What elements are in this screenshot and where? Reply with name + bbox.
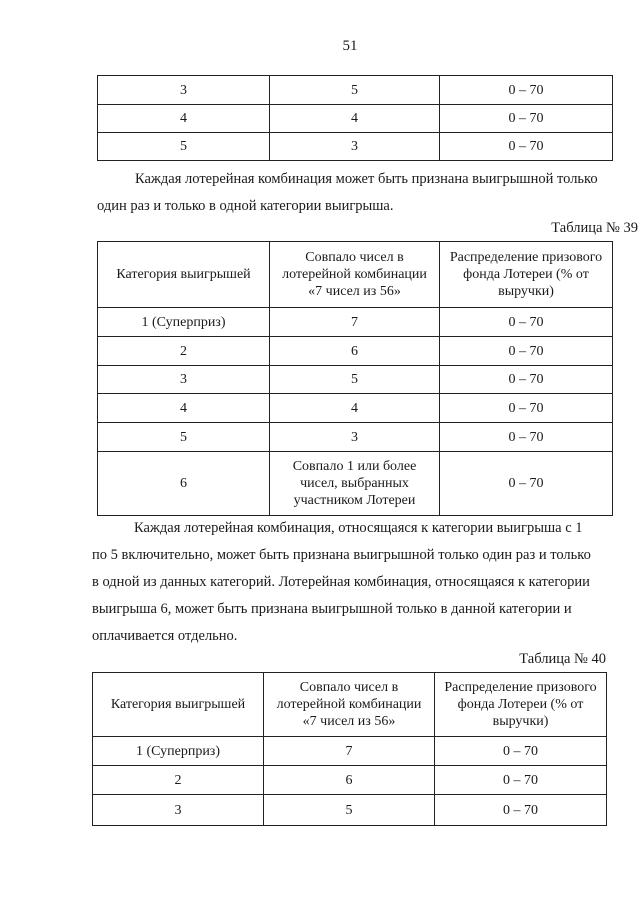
table-cell: 5 bbox=[270, 366, 440, 394]
table-cell: 6 bbox=[264, 766, 435, 795]
table-cell: 0 – 70 bbox=[435, 795, 607, 826]
table-cell: 3 bbox=[270, 423, 440, 452]
paragraph-line: выигрыша 6, может быть признана выигрышной только в данной категории и bbox=[92, 601, 572, 617]
table-row bbox=[98, 76, 613, 105]
table-cell: 4 bbox=[270, 394, 440, 423]
table-39 bbox=[97, 241, 613, 516]
table-cell: 3 bbox=[93, 795, 264, 826]
paragraph-line: оплачивается отдельно. bbox=[92, 628, 238, 644]
table-header-row bbox=[93, 673, 607, 737]
table-cell: 1 (Суперприз) bbox=[98, 308, 270, 337]
table-cell: 5 bbox=[98, 133, 270, 161]
table-cell: 0 – 70 bbox=[440, 308, 613, 337]
table-39-caption: Таблица № 39 bbox=[551, 220, 638, 236]
table-cell: 0 – 70 bbox=[435, 766, 607, 795]
table-top-continuation bbox=[97, 75, 613, 161]
table-cell: 5 bbox=[264, 795, 435, 826]
table-row bbox=[98, 105, 613, 133]
table-cell: 0 – 70 bbox=[440, 133, 613, 161]
table-cell: 4 bbox=[98, 105, 270, 133]
column-header: Категория выигрышей bbox=[93, 673, 264, 737]
paragraph-line: по 5 включительно, может быть признана выигрышной только один раз и только bbox=[92, 547, 591, 563]
paragraph-1 bbox=[97, 166, 612, 220]
table-row bbox=[93, 795, 607, 826]
table-header-row bbox=[98, 242, 613, 308]
table-40 bbox=[92, 672, 607, 826]
table-40-caption: Таблица № 40 bbox=[519, 651, 606, 667]
table-cell: 0 – 70 bbox=[440, 423, 613, 452]
table-cell: 7 bbox=[264, 737, 435, 766]
column-header: Совпало чисел в лотерейной комбинации «7 чисел из 56» bbox=[270, 242, 440, 308]
table-cell: 6 bbox=[270, 337, 440, 366]
table-cell: 0 – 70 bbox=[440, 366, 613, 394]
table-cell: 0 – 70 bbox=[435, 737, 607, 766]
paragraph-2 bbox=[92, 515, 612, 650]
table-row bbox=[93, 766, 607, 795]
table-cell: 7 bbox=[270, 308, 440, 337]
column-header: Распределение призового фонда Лотереи (% от выручки) bbox=[440, 242, 613, 308]
table-cell: Совпало 1 или более чисел, выбранных участником Лотереи bbox=[270, 452, 440, 516]
table-row bbox=[98, 452, 613, 516]
paragraph-line: Каждая лотерейная комбинация, относящаяся к категории выигрыша с 1 bbox=[134, 520, 583, 536]
paragraph-line: в одной из данных категорий. Лотерейная комбинация, относящаяся к категории bbox=[92, 574, 590, 590]
table-cell: 0 – 70 bbox=[440, 337, 613, 366]
table-cell: 3 bbox=[270, 133, 440, 161]
table-row bbox=[98, 308, 613, 337]
column-header: Распределение призового фонда Лотереи (% от выручки) bbox=[435, 673, 607, 737]
table-cell: 0 – 70 bbox=[440, 394, 613, 423]
table-cell: 5 bbox=[270, 76, 440, 105]
paragraph-line: один раз и только в одной категории выигрыша. bbox=[97, 198, 394, 214]
column-header: Категория выигрышей bbox=[98, 242, 270, 308]
table-cell: 6 bbox=[98, 452, 270, 516]
table-cell: 2 bbox=[93, 766, 264, 795]
table-cell: 4 bbox=[98, 394, 270, 423]
table-row bbox=[98, 394, 613, 423]
table-row bbox=[98, 133, 613, 161]
table-cell: 0 – 70 bbox=[440, 452, 613, 516]
table-cell: 5 bbox=[98, 423, 270, 452]
page-number: 51 bbox=[342, 38, 358, 54]
table-cell: 3 bbox=[98, 366, 270, 394]
paragraph-line: Каждая лотерейная комбинация может быть признана выигрышной только bbox=[135, 171, 598, 187]
table-row bbox=[98, 337, 613, 366]
table-cell: 4 bbox=[270, 105, 440, 133]
table-row bbox=[98, 366, 613, 394]
table-cell: 2 bbox=[98, 337, 270, 366]
table-cell: 1 (Суперприз) bbox=[93, 737, 264, 766]
column-header: Совпало чисел в лотерейной комбинации «7 чисел из 56» bbox=[264, 673, 435, 737]
table-cell: 3 bbox=[98, 76, 270, 105]
table-cell: 0 – 70 bbox=[440, 105, 613, 133]
table-cell: 0 – 70 bbox=[440, 76, 613, 105]
table-row bbox=[93, 737, 607, 766]
table-row bbox=[98, 423, 613, 452]
